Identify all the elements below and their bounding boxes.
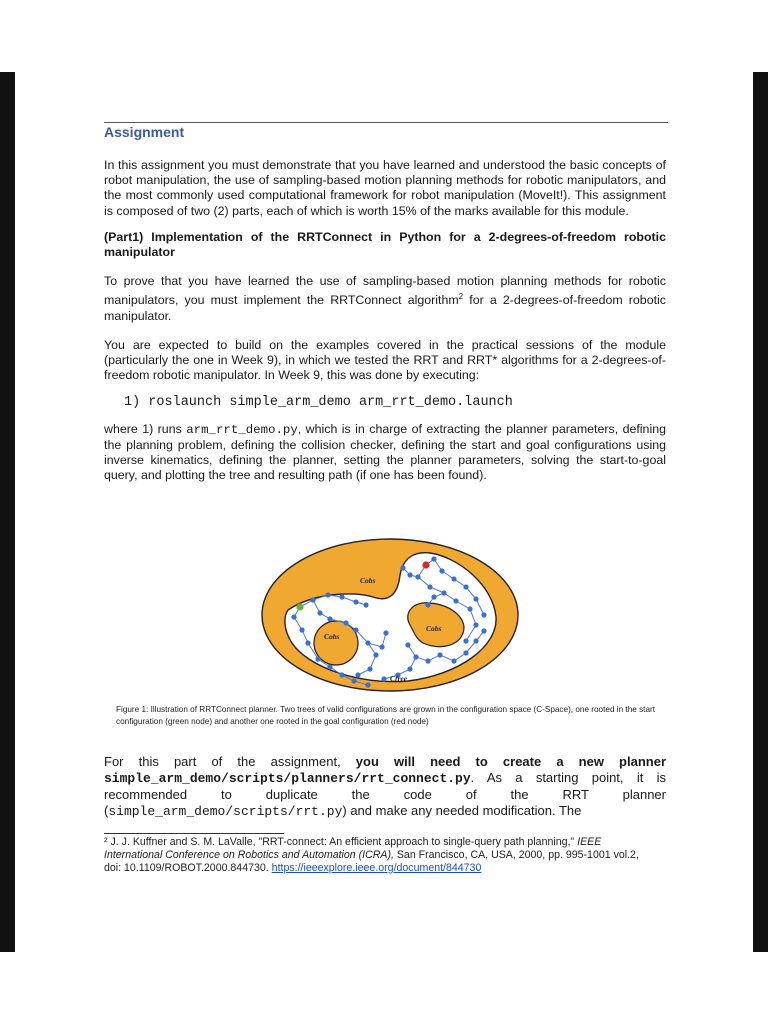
cobs-label-right: Cobs [426, 624, 442, 633]
intro-paragraph: In this assignment you must demonstrate that you have learned and understood the basic concepts of robot manipulation, the use of sampling-based motion planning methods for robotic manipulators, and the most commonly used computational framework for robot manipulation (MoveIt!). This assignment is composed of two (2) parts, each of which is worth 15% of the marks available for this module. [104, 158, 666, 218]
footnote [104, 836, 644, 875]
para-new-planner [104, 754, 666, 820]
para-new-planner-wrapper [104, 754, 666, 820]
para-build-on-examples: You are expected to build on the examples covered in the practical sessions of the module (particularly the one in Week 9), in which we tested the RRT and RRT* algorithms for a 2-degrees-of-freedom robotic manipulator. In Week 9, this was done by executing: [104, 337, 666, 383]
obstacle-left [314, 621, 358, 665]
para5-text-3: . As a starting point, it is recommended to duplicate the code of the RRT planner ( [104, 770, 666, 818]
cobs-label-left: Cobs [324, 632, 340, 641]
para4-code: arm_rrt_demo.py [186, 422, 298, 437]
heading-rule [104, 122, 668, 123]
goal-node [422, 561, 429, 568]
footnote-link[interactable]: https://ieeexplore.ieee.org/document/844730 [271, 862, 482, 874]
footnote-venue: IEEE International Conference on Robotics and Automation (ICRA), [104, 836, 602, 861]
para-script-description [104, 422, 666, 484]
start-node [296, 603, 303, 610]
cobs-label-top: Cobs [360, 576, 376, 585]
figure-caption: Figure 1: Illustration of RRTConnect planner. Two trees of valid configurations are grown in the configuration space (C-Space), one rooted in the start configuration (green node) and another one rooted in the goal configuration (red node) [116, 705, 655, 726]
footnote-rule [104, 833, 284, 834]
footnote-rest: San Francisco, CA, USA, 2000, pp. 995-1001 vol.2, doi: 10.1109/ROBOT.2000.844730. [104, 849, 639, 874]
document-body [104, 124, 666, 483]
command-list-item: 1) roslaunch simple_arm_demo arm_rrt_demo.launch [124, 394, 513, 410]
rrtconnect-figure [258, 535, 522, 700]
para5-text-1: For this part of the assignment, [104, 754, 356, 769]
cspace-illustration [258, 535, 522, 695]
para2-text-after: for a 2-degrees-of-freedom robotic manipulator. [104, 293, 666, 323]
para5-text-bold: you will need to create a new planner [355, 754, 666, 769]
figure-caption-wrapper [104, 704, 664, 728]
section-heading: Assignment [104, 124, 185, 140]
para5-code-2: simple_arm_demo/scripts/rrt.py [108, 804, 343, 819]
para-rrtconnect-requirement [104, 274, 666, 324]
part1-title: (Part1) Implementation of the RRTConnect in Python for a 2-degrees-of-freedom robotic manipulator [104, 229, 666, 260]
para5-code-1: simple_arm_demo/scripts/planners/rrt_connect.py [104, 771, 471, 786]
footnote-text: ² J. J. Kuffner and S. M. LaValle, "RRT-connect: An efficient approach to single-query path planning," [104, 836, 578, 848]
right-dark-border [753, 72, 768, 952]
para4-text-before: where 1) runs [104, 421, 187, 436]
footnote-ref: 2 [458, 292, 464, 302]
left-dark-border [0, 72, 15, 952]
para4-text-after: , which is in charge of extracting the planner parameters, defining the planning problem, defining the collision checker, defining the start and goal configurations using inverse kinematics, defining the planner, setting the planner parameters, solving the start-to-goal query, and plotting the tree and resulting path (if one has been found). [104, 421, 666, 483]
para5-text-4: ) and make any needed modification. The [342, 803, 582, 818]
cfree-label: Cfree [390, 674, 408, 683]
para2-text-before: To prove that you have learned the use of sampling-based motion planning methods for robotic manipulators, you must implement the RRTConnect algorithm [104, 274, 666, 308]
